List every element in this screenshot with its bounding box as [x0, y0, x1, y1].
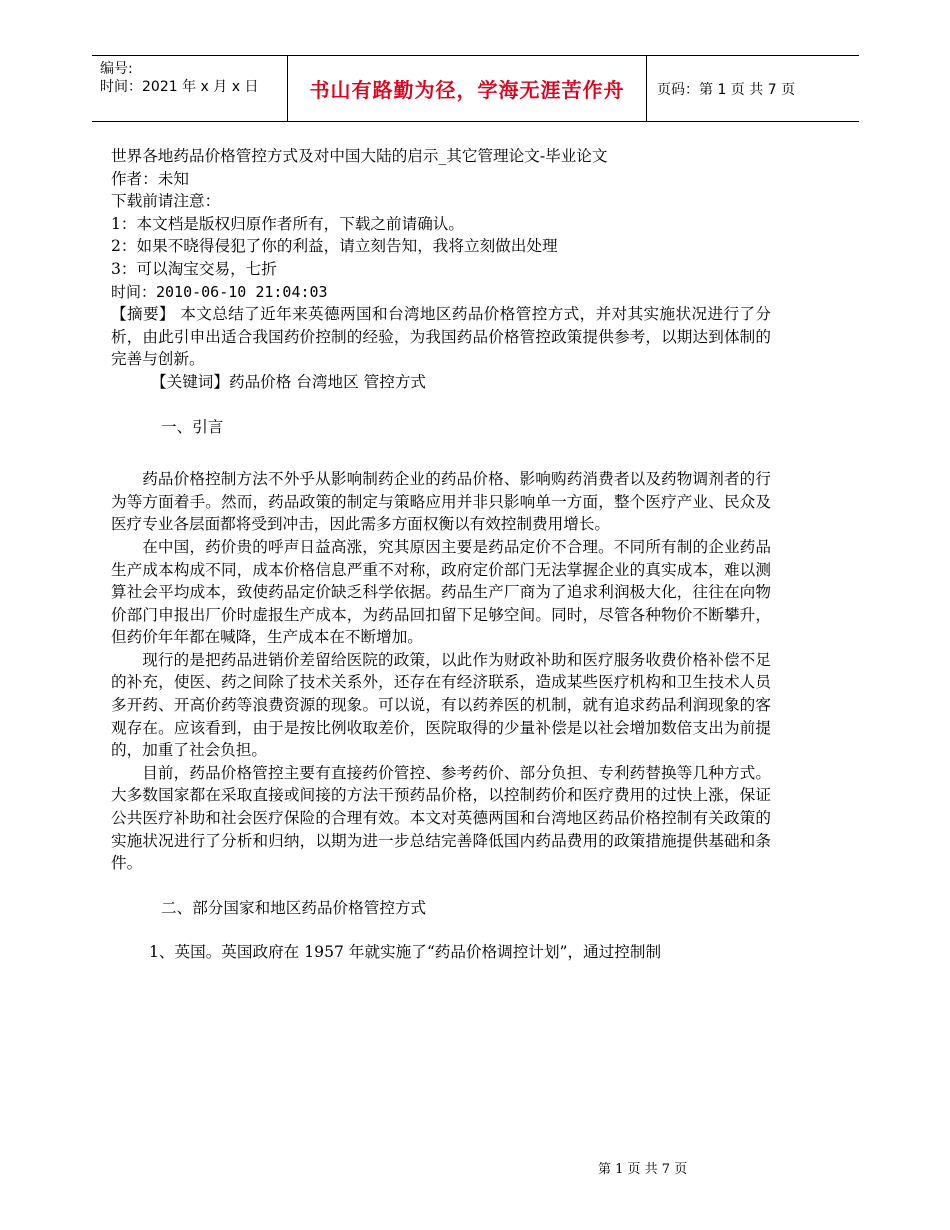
doc-title: 世界各地药品价格管控方式及对中国大陆的启示_其它管理论文-毕业论文 — [111, 147, 608, 165]
paragraph-5: 1、英国。英国政府在 1957 年就实施了“药品价格调控计划”，通过控制制 — [149, 943, 662, 962]
number-label: 编号: — [100, 61, 133, 77]
section-1-heading: 一、引言 — [161, 417, 224, 436]
paragraph-4: 目前，药品价格管控主要有直接药价管控、参考药价、部分负担、专利药替换等几种方式。大多数国家都在采取直接或间接的方法干预药品价格，以控制药价和医疗费用的过快上涨，保证公共医疗补助和社会医疗保险的合理有效。本文对英德两国和台湾地区药品价格控制有关政策的实施状况进行了分析和归纳，以期为进一步总结完善降低国内药品费用的政策措施提供基础和条件。 — [111, 763, 771, 873]
paragraph-2: 在中国，药价贵的呼声日益高涨，究其原因主要是药品定价不合理。不同所有制的企业药品生产成本构成不同，成本价格信息严重不对称，政府定价部门无法掌握企业的真实成本，难以测算社会平均成本，致使药品定价缺乏科学依据。药品生产厂商为了追求利润极大化，往往在向物价部门申报出厂价时虚报生产成本，为药品回扣留下足够空间。同时，尽管各种物价不断攀升，但药价年年都在喊降，生产成本在不断增加。 — [111, 537, 771, 647]
paragraph-3: 现行的是把药品进销价差留给医院的政策，以此作为财政补助和医疗服务收费价格补偿不足的补充，使医、药之间除了技术关系外，还存在有经济联系，造成某些医疗机构和卫生技术人员多开药、开高价药等浪费资源的现象。可以说，有以药养医的机制，就有追求药品利润现象的客观存在。应该看到，由于是按比例收取差价，医院取得的少量补偿是以社会增加数倍支出为前提的，加重了社会负担。 — [111, 650, 771, 760]
document-header — [92, 55, 859, 122]
notice-title: 下载前请注意： — [111, 192, 221, 211]
doc-time: 时间：2010-06-10 21:04:03 — [111, 282, 328, 301]
abstract: 【摘要】 本文总结了近年来英德两国和台湾地区药品价格管控方式，并对其实施状况进行了分析，由此引申出适合我国药价控制的经验，为我国药品价格管控政策提供参考，以期达到体制的完善与创新。 — [111, 305, 771, 369]
page-footer: 第 1 页 共 7 页 — [598, 1162, 688, 1177]
doc-author: 作者：未知 — [111, 169, 189, 188]
notice-item-1: 1：本文档是版权归原作者所有，下载之前请确认。 — [111, 214, 464, 233]
header-motto: 书山有路勤为径，学海无涯苦作舟 — [287, 56, 647, 121]
keywords: 【关键词】药品价格 台湾地区 管控方式 — [151, 372, 427, 391]
paragraph-1: 药品价格控制方法不外乎从影响制药企业的药品价格、影响购药消费者以及药物调剂者的行为等方面着手。然而，药品政策的制定与策略应用并非只影响单一方面，整个医疗产业、民众及医疗专业各层面都将受到冲击，因此需多方面权衡以有效控制费用增长。 — [111, 470, 771, 534]
notice-item-2: 2：如果不晓得侵犯了你的利益，请立刻告知，我将立刻做出处理 — [111, 237, 558, 256]
header-left-cell — [92, 56, 287, 121]
document-body — [111, 145, 771, 964]
notice-item-3: 3：可以淘宝交易，七折 — [111, 259, 277, 278]
section-2-heading: 二、部分国家和地区药品价格管控方式 — [161, 898, 427, 917]
time-label: 时间：2021 年 x 月 x 日 — [100, 79, 259, 95]
header-page-info: 页码：第 1 页 共 7 页 — [657, 81, 796, 98]
